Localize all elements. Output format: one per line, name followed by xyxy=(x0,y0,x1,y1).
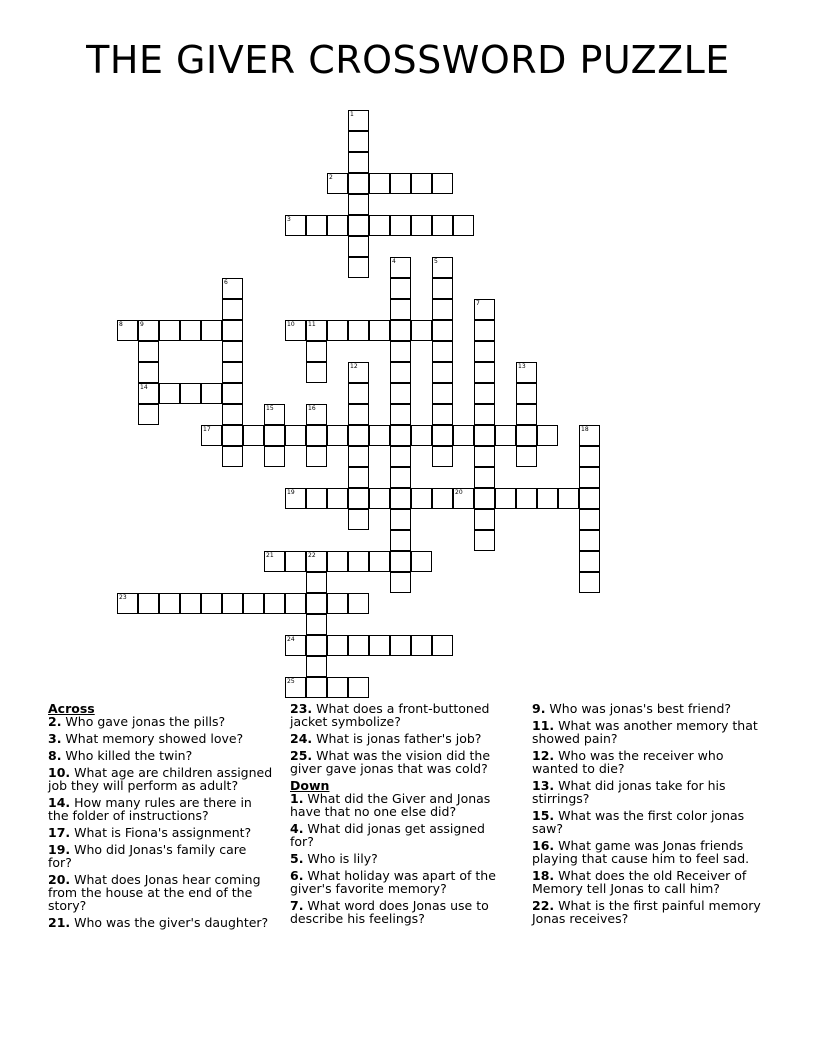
clue-number: 9. xyxy=(532,701,546,716)
across-clue xyxy=(48,766,274,792)
grid-cell[interactable] xyxy=(306,677,327,698)
clue-number: 5. xyxy=(290,851,304,866)
clue-number: 13. xyxy=(532,778,555,793)
grid-cell[interactable] xyxy=(579,425,600,446)
cell-number: 18 xyxy=(581,426,589,433)
cell-number: 12 xyxy=(350,363,358,370)
grid-cell[interactable] xyxy=(432,488,453,509)
grid-cell[interactable] xyxy=(243,425,264,446)
clue-text: What was the vision did the giver gave jonas that was cold? xyxy=(290,748,491,776)
cell-number: 13 xyxy=(518,363,526,370)
grid-cell[interactable] xyxy=(222,593,243,614)
grid-cell[interactable] xyxy=(411,425,432,446)
across-clue xyxy=(290,732,512,745)
across-clue xyxy=(290,749,512,775)
clue-number: 20. xyxy=(48,872,71,887)
grid-cell[interactable] xyxy=(432,404,453,425)
across-clue xyxy=(48,843,274,869)
down-clue xyxy=(532,779,768,805)
grid-cell[interactable] xyxy=(390,530,411,551)
clue-number: 25. xyxy=(290,748,313,763)
grid-cell[interactable] xyxy=(306,362,327,383)
cell-number: 17 xyxy=(203,426,211,433)
grid-cell[interactable] xyxy=(411,635,432,656)
grid-cell[interactable] xyxy=(327,635,348,656)
grid-cell[interactable] xyxy=(222,299,243,320)
grid-cell[interactable] xyxy=(201,593,222,614)
clue-text: Who did Jonas's family care for? xyxy=(48,842,247,870)
grid-cell[interactable] xyxy=(474,341,495,362)
grid-cell[interactable] xyxy=(348,383,369,404)
grid-cell[interactable] xyxy=(369,635,390,656)
down-clue xyxy=(532,702,768,715)
grid-cell[interactable] xyxy=(558,488,579,509)
grid-cell[interactable] xyxy=(411,173,432,194)
grid-cell[interactable] xyxy=(474,425,495,446)
grid-cell[interactable] xyxy=(327,551,348,572)
cell-number: 1 xyxy=(350,111,354,118)
grid-cell[interactable] xyxy=(327,425,348,446)
grid-cell[interactable] xyxy=(201,320,222,341)
grid-cell[interactable] xyxy=(432,362,453,383)
grid-cell[interactable] xyxy=(432,278,453,299)
grid-cell[interactable] xyxy=(138,362,159,383)
grid-cell[interactable] xyxy=(348,173,369,194)
grid-cell[interactable] xyxy=(432,341,453,362)
down-clue xyxy=(290,792,512,818)
grid-cell[interactable] xyxy=(264,425,285,446)
grid-cell[interactable] xyxy=(390,551,411,572)
clue-text: What memory showed love? xyxy=(61,731,244,746)
grid-cell[interactable] xyxy=(474,530,495,551)
cell-number: 15 xyxy=(266,405,274,412)
grid-cell[interactable] xyxy=(243,593,264,614)
grid-cell[interactable] xyxy=(390,383,411,404)
clue-number: 17. xyxy=(48,825,71,840)
grid-cell[interactable] xyxy=(369,551,390,572)
down-clue xyxy=(290,869,512,895)
grid-cell[interactable] xyxy=(222,362,243,383)
grid-cell[interactable] xyxy=(348,110,369,131)
clue-text: What holiday was apart of the giver's favorite memory? xyxy=(290,868,496,896)
grid-cell[interactable] xyxy=(369,320,390,341)
clues-column-2 xyxy=(290,702,512,929)
down-clue xyxy=(532,899,768,925)
cell-number: 14 xyxy=(140,384,148,391)
clue-text: Who was the giver's daughter? xyxy=(70,915,269,930)
grid-cell[interactable] xyxy=(222,320,243,341)
grid-cell[interactable] xyxy=(474,488,495,509)
down-clue xyxy=(290,852,512,865)
grid-cell[interactable] xyxy=(159,320,180,341)
clue-text: What is the first painful memory Jonas receives? xyxy=(532,898,761,926)
grid-cell[interactable] xyxy=(579,509,600,530)
grid-cell[interactable] xyxy=(474,509,495,530)
grid-cell[interactable] xyxy=(516,404,537,425)
grid-cell[interactable] xyxy=(327,677,348,698)
cell-number: 5 xyxy=(434,258,438,265)
grid-cell[interactable] xyxy=(495,488,516,509)
grid-cell[interactable] xyxy=(411,551,432,572)
grid-cell[interactable] xyxy=(306,635,327,656)
grid-cell[interactable] xyxy=(138,593,159,614)
across-header: Across xyxy=(48,701,95,716)
clue-text: Who is lily? xyxy=(303,851,378,866)
across-clue xyxy=(48,826,274,839)
grid-cell[interactable] xyxy=(474,467,495,488)
grid-cell[interactable] xyxy=(390,299,411,320)
grid-cell[interactable] xyxy=(474,362,495,383)
clue-number: 19. xyxy=(48,842,71,857)
clue-text: What does the old Receiver of Memory tell Jonas to call him? xyxy=(532,868,747,896)
grid-cell[interactable] xyxy=(432,635,453,656)
grid-cell[interactable] xyxy=(201,383,222,404)
grid-cell[interactable] xyxy=(306,215,327,236)
clue-number: 7. xyxy=(290,898,304,913)
grid-cell[interactable] xyxy=(201,425,222,446)
across-clue xyxy=(48,916,274,929)
clue-text: Who was jonas's best friend? xyxy=(545,701,732,716)
clue-text: What did jonas get assigned for? xyxy=(290,821,485,849)
grid-cell[interactable] xyxy=(369,425,390,446)
grid-cell[interactable] xyxy=(348,215,369,236)
grid-cell[interactable] xyxy=(285,215,306,236)
clue-number: 23. xyxy=(290,701,313,716)
cell-number: 7 xyxy=(476,300,480,307)
grid-cell[interactable] xyxy=(222,383,243,404)
clue-text: What was another memory that showed pain? xyxy=(532,718,758,746)
clue-number: 8. xyxy=(48,748,62,763)
clue-text: Who was the receiver who wanted to die? xyxy=(532,748,724,776)
grid-cell[interactable] xyxy=(348,152,369,173)
grid-cell[interactable] xyxy=(432,299,453,320)
clue-text: What is Fiona's assignment? xyxy=(70,825,252,840)
grid-cell[interactable] xyxy=(285,551,306,572)
grid-cell[interactable] xyxy=(579,530,600,551)
grid-cell[interactable] xyxy=(327,215,348,236)
grid-cell[interactable] xyxy=(306,488,327,509)
grid-cell[interactable] xyxy=(432,425,453,446)
grid-cell[interactable] xyxy=(285,635,306,656)
puzzle-title: THE GIVER CROSSWORD PUZZLE xyxy=(86,38,730,82)
grid-cell[interactable] xyxy=(474,320,495,341)
across-clue xyxy=(290,702,512,728)
grid-cell[interactable] xyxy=(474,404,495,425)
clue-number: 15. xyxy=(532,808,555,823)
grid-cell[interactable] xyxy=(264,404,285,425)
clue-text: How many rules are there in the folder of instructions? xyxy=(48,795,252,823)
clue-number: 11. xyxy=(532,718,555,733)
clue-text: Who gave jonas the pills? xyxy=(61,714,226,729)
grid-cell[interactable] xyxy=(411,215,432,236)
grid-cell[interactable] xyxy=(495,425,516,446)
grid-cell[interactable] xyxy=(306,425,327,446)
clue-number: 1. xyxy=(290,791,304,806)
grid-cell[interactable] xyxy=(516,488,537,509)
grid-cell[interactable] xyxy=(138,320,159,341)
grid-cell[interactable] xyxy=(348,425,369,446)
grid-cell[interactable] xyxy=(348,635,369,656)
grid-cell[interactable] xyxy=(432,257,453,278)
grid-cell[interactable] xyxy=(264,551,285,572)
cell-number: 11 xyxy=(308,321,316,328)
grid-cell[interactable] xyxy=(432,446,453,467)
across-clue xyxy=(48,732,274,745)
clue-text: What did the Giver and Jonas have that no one else did? xyxy=(290,791,491,819)
grid-cell[interactable] xyxy=(453,425,474,446)
grid-cell[interactable] xyxy=(390,572,411,593)
grid-cell[interactable] xyxy=(327,488,348,509)
cell-number: 9 xyxy=(140,321,144,328)
down-clue xyxy=(532,749,768,775)
clue-number: 4. xyxy=(290,821,304,836)
grid-cell[interactable] xyxy=(474,383,495,404)
grid-cell[interactable] xyxy=(390,215,411,236)
grid-cell[interactable] xyxy=(390,488,411,509)
clue-text: What game was Jonas friends playing that cause him to feel sad. xyxy=(532,838,750,866)
grid-cell[interactable] xyxy=(474,299,495,320)
grid-cell[interactable] xyxy=(138,341,159,362)
clue-number: 16. xyxy=(532,838,555,853)
clue-text: What does Jonas hear coming from the house at the end of the story? xyxy=(48,872,261,913)
cell-number: 19 xyxy=(287,489,295,496)
grid-cell[interactable] xyxy=(516,425,537,446)
grid-cell[interactable] xyxy=(222,404,243,425)
clue-text: What was the first color jonas saw? xyxy=(532,808,745,836)
grid-cell[interactable] xyxy=(306,551,327,572)
clue-text: What word does Jonas use to describe his feelings? xyxy=(290,898,489,926)
clue-number: 14. xyxy=(48,795,71,810)
grid-cell[interactable] xyxy=(306,593,327,614)
down-clue xyxy=(532,719,768,745)
grid-cell[interactable] xyxy=(516,446,537,467)
grid-cell[interactable] xyxy=(264,446,285,467)
grid-cell[interactable] xyxy=(306,614,327,635)
grid-cell[interactable] xyxy=(390,257,411,278)
grid-cell[interactable] xyxy=(327,593,348,614)
cell-number: 16 xyxy=(308,405,316,412)
grid-cell[interactable] xyxy=(348,446,369,467)
across-clue xyxy=(48,873,274,912)
grid-cell[interactable] xyxy=(390,404,411,425)
grid-cell[interactable] xyxy=(516,383,537,404)
grid-cell[interactable] xyxy=(348,362,369,383)
cell-number: 10 xyxy=(287,321,295,328)
clue-text: What is jonas father's job? xyxy=(312,731,482,746)
grid-cell[interactable] xyxy=(180,593,201,614)
grid-cell[interactable] xyxy=(432,383,453,404)
grid-cell[interactable] xyxy=(348,488,369,509)
grid-cell[interactable] xyxy=(285,593,306,614)
cell-number: 20 xyxy=(455,489,463,496)
grid-cell[interactable] xyxy=(348,194,369,215)
grid-cell[interactable] xyxy=(264,593,285,614)
cell-number: 3 xyxy=(287,216,291,223)
down-clue xyxy=(290,822,512,848)
clue-text: What does a front-buttoned jacket symbolize? xyxy=(290,701,490,729)
grid-cell[interactable] xyxy=(516,362,537,383)
grid-cell[interactable] xyxy=(306,656,327,677)
grid-cell[interactable] xyxy=(222,278,243,299)
grid-cell[interactable] xyxy=(579,467,600,488)
grid-cell[interactable] xyxy=(306,341,327,362)
grid-cell[interactable] xyxy=(579,446,600,467)
grid-cell[interactable] xyxy=(159,593,180,614)
grid-cell[interactable] xyxy=(579,572,600,593)
grid-cell[interactable] xyxy=(369,173,390,194)
cell-number: 21 xyxy=(266,552,274,559)
down-clue xyxy=(532,809,768,835)
across-clue xyxy=(48,749,274,762)
grid-cell[interactable] xyxy=(348,320,369,341)
clue-number: 21. xyxy=(48,915,71,930)
clue-number: 3. xyxy=(48,731,62,746)
grid-cell[interactable] xyxy=(537,425,558,446)
grid-cell[interactable] xyxy=(369,488,390,509)
clue-text: What did jonas take for his stirrings? xyxy=(532,778,726,806)
grid-cell[interactable] xyxy=(390,341,411,362)
grid-cell[interactable] xyxy=(348,593,369,614)
clue-number: 2. xyxy=(48,714,62,729)
grid-cell[interactable] xyxy=(390,278,411,299)
cell-number: 24 xyxy=(287,636,295,643)
cell-number: 23 xyxy=(119,594,127,601)
grid-cell[interactable] xyxy=(348,131,369,152)
down-clue xyxy=(532,869,768,895)
cell-number: 4 xyxy=(392,258,396,265)
grid-cell[interactable] xyxy=(285,488,306,509)
clue-number: 12. xyxy=(532,748,555,763)
grid-cell[interactable] xyxy=(348,404,369,425)
grid-cell[interactable] xyxy=(327,173,348,194)
grid-cell[interactable] xyxy=(222,446,243,467)
grid-cell[interactable] xyxy=(348,257,369,278)
grid-cell[interactable] xyxy=(390,509,411,530)
cell-number: 25 xyxy=(287,678,295,685)
grid-cell[interactable] xyxy=(285,320,306,341)
clues-column-3 xyxy=(532,702,768,929)
grid-cell[interactable] xyxy=(390,425,411,446)
grid-cell[interactable] xyxy=(390,446,411,467)
clue-number: 22. xyxy=(532,898,555,913)
clues-column-1 xyxy=(48,702,274,933)
grid-cell[interactable] xyxy=(159,383,180,404)
grid-cell[interactable] xyxy=(390,635,411,656)
grid-cell[interactable] xyxy=(348,509,369,530)
clue-number: 18. xyxy=(532,868,555,883)
grid-cell[interactable] xyxy=(117,593,138,614)
grid-cell[interactable] xyxy=(432,215,453,236)
clue-number: 10. xyxy=(48,765,71,780)
clue-number: 6. xyxy=(290,868,304,883)
down-clue xyxy=(290,899,512,925)
grid-cell[interactable] xyxy=(390,467,411,488)
grid-cell[interactable] xyxy=(537,488,558,509)
grid-cell[interactable] xyxy=(432,320,453,341)
across-clue xyxy=(48,796,274,822)
clue-number: 24. xyxy=(290,731,313,746)
grid-cell[interactable] xyxy=(348,236,369,257)
grid-cell[interactable] xyxy=(117,320,138,341)
cell-number: 22 xyxy=(308,552,316,559)
grid-cell[interactable] xyxy=(390,362,411,383)
clue-text: Who killed the twin? xyxy=(61,748,193,763)
grid-cell[interactable] xyxy=(138,404,159,425)
cell-number: 6 xyxy=(224,279,228,286)
grid-cell[interactable] xyxy=(390,320,411,341)
cell-number: 2 xyxy=(329,174,333,181)
grid-cell[interactable] xyxy=(411,320,432,341)
grid-cell[interactable] xyxy=(138,383,159,404)
grid-cell[interactable] xyxy=(348,677,369,698)
grid-cell[interactable] xyxy=(453,488,474,509)
grid-cell[interactable] xyxy=(474,446,495,467)
grid-cell[interactable] xyxy=(432,173,453,194)
grid-cell[interactable] xyxy=(306,320,327,341)
grid-cell[interactable] xyxy=(348,467,369,488)
grid-cell[interactable] xyxy=(579,551,600,572)
grid-cell[interactable] xyxy=(285,677,306,698)
grid-cell[interactable] xyxy=(369,215,390,236)
grid-cell[interactable] xyxy=(222,341,243,362)
grid-cell[interactable] xyxy=(453,215,474,236)
grid-cell[interactable] xyxy=(306,446,327,467)
grid-cell[interactable] xyxy=(285,425,306,446)
grid-cell[interactable] xyxy=(222,425,243,446)
grid-cell[interactable] xyxy=(579,488,600,509)
across-clue xyxy=(48,715,274,728)
grid-cell[interactable] xyxy=(306,572,327,593)
grid-cell[interactable] xyxy=(306,404,327,425)
grid-cell[interactable] xyxy=(180,383,201,404)
grid-cell[interactable] xyxy=(390,173,411,194)
cell-number: 8 xyxy=(119,321,123,328)
grid-cell[interactable] xyxy=(327,320,348,341)
grid-cell[interactable] xyxy=(411,488,432,509)
grid-cell[interactable] xyxy=(180,320,201,341)
grid-cell[interactable] xyxy=(348,551,369,572)
clue-text: What age are children assigned job they will perform as adult? xyxy=(48,765,273,793)
down-header: Down xyxy=(290,778,330,793)
down-clue xyxy=(532,839,768,865)
